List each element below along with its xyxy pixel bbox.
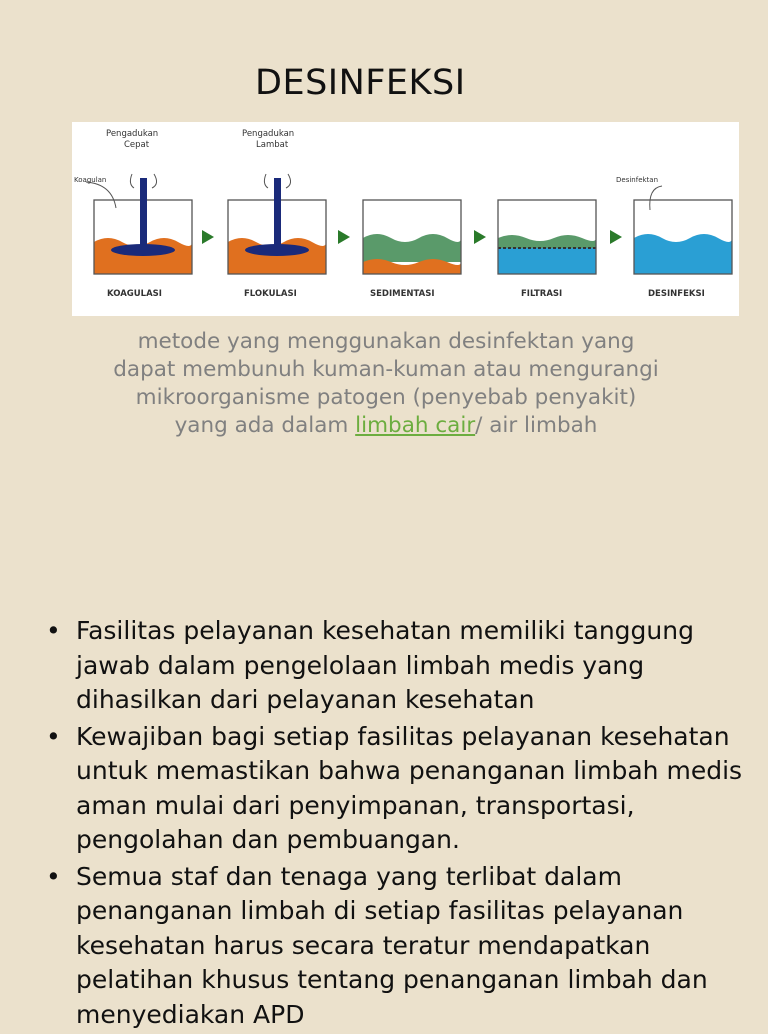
stirrer-paddle [245, 244, 309, 256]
flow-arrow-icon [610, 230, 622, 244]
slow-mix-label-2: Lambat [256, 140, 289, 150]
treatment-process-diagram [72, 122, 739, 316]
stirrer-shaft [274, 178, 281, 248]
rapid-mix-label-2: Cepat [124, 140, 150, 150]
disinfectant-label: Desinfektan [616, 176, 659, 184]
rotation-arrow-icon [130, 174, 134, 188]
flow-arrow-icon [338, 230, 350, 244]
stirrer-shaft [140, 178, 147, 248]
stage-label-desinfeksi: DESINFEKSI [648, 289, 705, 299]
sediment-layer [363, 234, 461, 262]
caption-text: metode yang menggunakan desinfektan yang dapat membunuh kuman-kuman atau mengurangi mikroorganisme patogen (penyebab penyakit) yang ada dalam [113, 329, 659, 438]
bullet-item [42, 860, 752, 1033]
stirrer-paddle [111, 244, 175, 256]
stage-filtrasi [498, 200, 596, 299]
bullet-text: Fasilitas pelayanan kesehatan memiliki tanggung jawab dalam pengelolaan limbah medis yang dihasilkan dari pelayanan kesehatan [76, 616, 694, 714]
slide-title: DESINFEKSI [255, 63, 466, 103]
bullet-text: Semua staf dan tenaga yang terlibat dalam penanganan limbah di setiap fasilitas pelayanan kesehatan harus secara teratur mendapatkan pelatihan khusus tentang penanganan limbah dan menyediakan APD [76, 861, 708, 1029]
bullet-icon: • [46, 721, 61, 751]
flow-arrow-icon [474, 230, 486, 244]
stage-sedimentasi [363, 200, 461, 299]
rotation-arrow-icon [286, 174, 291, 188]
slow-mix-label-1: Pengadukan [242, 129, 295, 139]
process-diagram-svg [72, 122, 739, 316]
stage-flokulasi [228, 129, 326, 299]
sediment-layer [498, 235, 596, 248]
limbah-cair-link[interactable]: limbah cair [355, 413, 476, 438]
bullet-list [42, 614, 752, 1034]
stage-desinfeksi [616, 176, 732, 299]
bullet-icon: • [46, 861, 61, 891]
stage-koagulasi [74, 129, 192, 299]
stage-label-filtrasi: FILTRASI [521, 289, 563, 299]
coagulant-arrow-icon [86, 182, 116, 208]
stage-label-sedimentasi: SEDIMENTASI [370, 289, 435, 299]
water-layer [498, 248, 596, 274]
bullet-text: Kewajiban bagi setiap fasilitas pelayanan kesehatan untuk memastikan bahwa penanganan limbah medis aman mulai dari penyimpanan, transportasi, pengolahan dan pembuangan. [76, 721, 743, 854]
flow-arrow-icon [202, 230, 214, 244]
coagulant-label: Koagulan [74, 176, 107, 184]
rapid-mix-label-1: Pengadukan [106, 129, 159, 139]
rotation-arrow-icon [152, 174, 157, 188]
water-layer [634, 234, 732, 274]
rotation-arrow-icon [264, 174, 268, 188]
caption-text-end: / air limbah [475, 413, 598, 438]
bullet-item [42, 720, 752, 858]
definition-caption [110, 328, 662, 440]
bullet-item [42, 614, 752, 718]
bullet-icon: • [46, 616, 61, 645]
stage-label-flokulasi: FLOKULASI [244, 289, 297, 299]
stage-label-koagulasi: KOAGULASI [107, 289, 162, 299]
disinfectant-arrow-icon [650, 186, 662, 210]
